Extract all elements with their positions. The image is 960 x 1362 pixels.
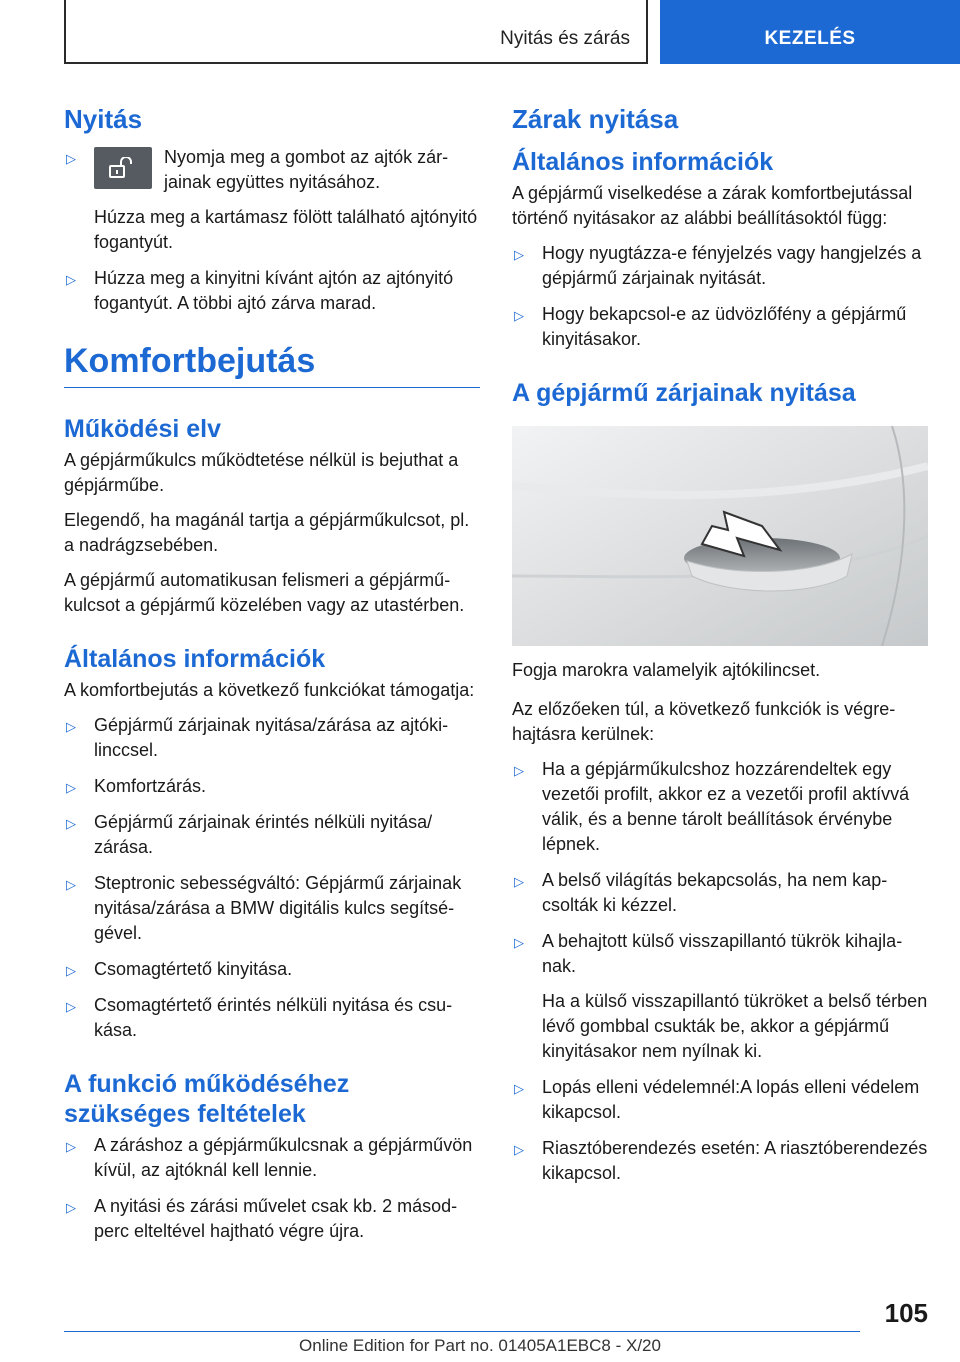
list-item [512, 757, 928, 857]
list-item-text: A záráshoz a gépjárműkulcsnak a gépjárművön kívül, az ajtóknál kell lennie. [94, 1135, 473, 1180]
header-chapter-tab [660, 0, 960, 64]
paragraph: A gépjármű automatikusan felismeri a gépjárműkulcsot a gépjármű közelében vagy az utastérben. [64, 570, 465, 615]
bullet-triangle-icon: ▷ [514, 935, 524, 950]
list-item [64, 713, 480, 763]
list-item-text: Gépjármű zárjainak nyitása/zárása az ajtókilinccsel. [94, 715, 449, 760]
page-number: 105 [884, 1298, 928, 1328]
list-item-text: A behajtott külső visszapillantó tükrök kihajlanak. [542, 931, 903, 976]
nyitas-item-2: Húzza meg a kartámasz fölött található ajtónyitó fogantyút. [94, 207, 478, 252]
paragraph: A gépjárműkulcs működtetése nélkül is bejuthat a gépjárműbe. [64, 450, 459, 495]
altalanos-list [64, 713, 480, 1043]
chapter-label: KEZELÉS [764, 28, 856, 49]
paragraph: A komfortbejutás a következő funkciókat támogatja: [64, 680, 475, 700]
left-column [64, 96, 480, 1255]
heading-komfortbejutas: Komfortbejutás [64, 342, 480, 388]
list-item-text: Ha a gépjárműkulcshoz hozzárendeltek egy vezetői profilt, akkor ez a vezetői profil aktívvá válik, és a benne tárolt beállítások érvénybe lépnek. [542, 759, 910, 854]
list-item-text: A belső világítás bekapcsolás, ha nem kapcsolták ki kézzel. [542, 870, 888, 915]
bullet-triangle-icon: ▷ [66, 963, 76, 978]
bullet-triangle-icon: ▷ [514, 763, 524, 778]
list-item [512, 868, 928, 918]
list-item [512, 1075, 928, 1125]
bullet-triangle-icon: ▷ [66, 719, 76, 734]
paragraph: Elegendő, ha magánál tartja a gépjárműkulcsot, pl. a nadrágzsebében. [64, 510, 470, 555]
bullet-triangle-icon: ▷ [514, 874, 524, 889]
bullet-triangle-icon: ▷ [514, 247, 524, 262]
list-item-text: Steptronic sebességváltó: Gépjármű zárjainak nyitása/zárása a BMW digitális kulcs segítségével. [94, 873, 462, 943]
list-item-text: Gépjármű zárjainak érintés nélküli nyitása/ zárása. [94, 812, 433, 857]
list-item-text: Csomagtértető érintés nélküli nyitása és csukása. [94, 995, 453, 1040]
right-function-list [512, 757, 928, 1186]
heading-nyitas: Nyitás [64, 104, 143, 134]
door-handle-photo [512, 426, 928, 646]
list-item [64, 774, 480, 799]
list-item [64, 1133, 480, 1183]
footer-edition-text: Online Edition for Part no. 01405A1EBC8 - X/20 [299, 1336, 661, 1355]
list-item [64, 957, 480, 982]
paragraph: Az előzőeken túl, a következő funkciók is végrehajtásra kerülnek: [512, 699, 896, 744]
bullet-triangle-icon: ▷ [66, 1139, 76, 1154]
nyitas-item-1: Nyomja meg a gombot az ajtók zárjainak együttes nyitásához. [164, 147, 449, 192]
list-item-text: Komfortzárás. [94, 776, 207, 796]
bullet-triangle-icon: ▷ [66, 877, 76, 892]
list-item [512, 1136, 928, 1186]
heading-feltetelek: A funkció működéséhez szükséges feltételek [64, 1070, 350, 1128]
list-item [512, 929, 928, 1064]
right-column [512, 96, 928, 1197]
list-item [64, 993, 480, 1043]
heading-mukodesi-elv: Működési elv [64, 415, 221, 443]
list-item [64, 145, 480, 255]
header-section-title: Nyitás és zárás [500, 28, 630, 49]
bullet-triangle-icon: ▷ [66, 1200, 76, 1215]
list-item-text: A nyitási és zárási művelet csak kb. 2 másodperc elteltével hajtható végre újra. [94, 1196, 458, 1241]
bullet-triangle-icon: ▷ [66, 151, 76, 166]
heading-altalanos-informaciok: Általános információk [64, 645, 326, 673]
heading-zarak-nyitasa: Zárak nyitása [512, 104, 679, 134]
list-item-text: Csomagtértető kinyitása. [94, 959, 293, 979]
nyitas-item-3: Húzza meg a kinyitni kívánt ajtón az ajtónyitó fogantyút. A többi ajtó zárva marad. [94, 268, 454, 313]
mirror-note: Ha a külső visszapillantó tükröket a belső térben lévő gombbal csukták be, akkor a gépjármű kinyitásakor nem nyílnak ki. [542, 991, 928, 1061]
footer-divider [64, 1331, 860, 1332]
nyitas-list [64, 145, 480, 316]
list-item [64, 810, 480, 860]
list-item-text: Lopás elleni védelemnél:A lopás elleni védelem kikapcsol. [542, 1077, 920, 1122]
unlock-button-icon [94, 147, 152, 189]
list-item [64, 1194, 480, 1244]
header-box [64, 0, 648, 64]
bullet-triangle-icon: ▷ [66, 999, 76, 1014]
list-item [512, 241, 928, 291]
list-item [64, 266, 480, 316]
paragraph: A gépjármű viselkedése a zárak komfortbejutással történő nyitásakor az alábbi beállításoktól függ: [512, 183, 913, 228]
bullet-triangle-icon: ▷ [66, 272, 76, 287]
bullet-triangle-icon: ▷ [66, 816, 76, 831]
heading-gepjarmu-zarjainak-nyitasa: A gépjármű zárjainak nyitása [512, 379, 856, 407]
list-item-text: Hogy bekapcsol-e az üdvözlőfény a gépjármű kinyitásakor. [542, 304, 907, 349]
list-item-text: Riasztóberendezés esetén: A riasztóberendezés kikapcsol. [542, 1138, 928, 1183]
bullet-triangle-icon: ▷ [514, 1142, 524, 1157]
list-item [512, 302, 928, 352]
right-altalanos-list [512, 241, 928, 352]
list-item [64, 871, 480, 946]
list-item-text: Hogy nyugtázza-e fényjelzés vagy hangjelzés a gépjármű zárjainak nyitását. [542, 243, 922, 288]
feltetelek-list [64, 1133, 480, 1244]
bullet-triangle-icon: ▷ [514, 308, 524, 323]
bullet-triangle-icon: ▷ [514, 1081, 524, 1096]
paragraph: Fogja marokra valamelyik ajtókilincset. [512, 660, 821, 680]
bullet-triangle-icon: ▷ [66, 780, 76, 795]
heading-altalanos-informaciok-right: Általános információk [512, 148, 774, 176]
